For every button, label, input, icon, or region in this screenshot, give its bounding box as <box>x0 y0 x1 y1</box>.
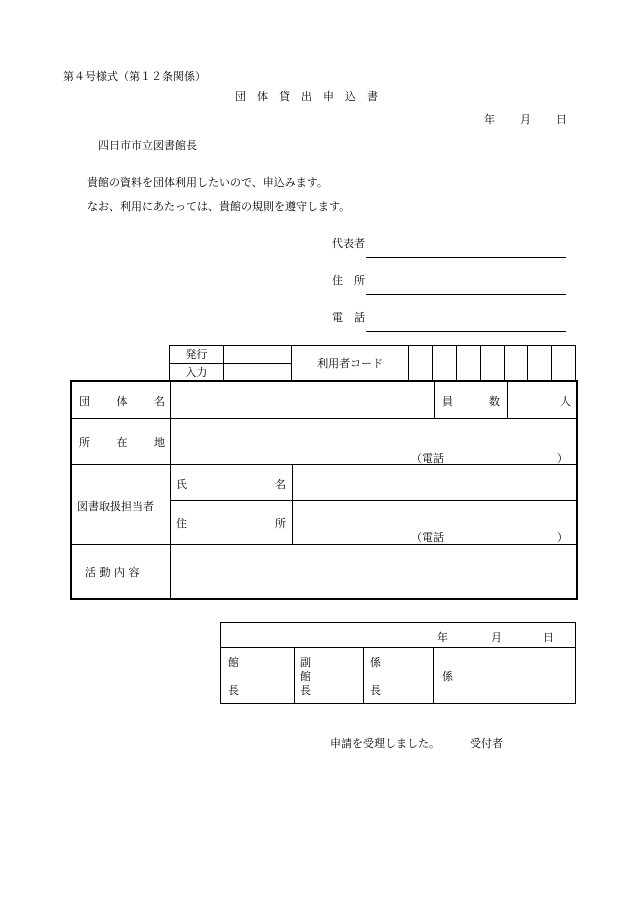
location-phone-open: （電話 <box>411 452 444 465</box>
location-label: 所 在 地 <box>79 436 165 449</box>
office-use-table <box>169 345 576 381</box>
approval-year-label: 年 <box>437 631 448 644</box>
issue-stamp-cell[interactable] <box>223 346 291 364</box>
body-line-2: なお、利用にあたっては、貴館の規則を遵守します。 <box>87 200 351 213</box>
input-label: 入力 <box>170 363 224 381</box>
group-name-field[interactable] <box>172 382 434 418</box>
contact-person-label: 図書取扱担当者 <box>77 500 154 513</box>
body-line-1: 貴館の資料を団体利用したいので、申込みます。 <box>87 176 328 189</box>
deputy-label-top: 副 <box>300 656 311 669</box>
addressee: 四日市市立図書館長 <box>98 139 197 152</box>
chief-label-bottom: 長 <box>370 684 381 697</box>
staff-label: 係 <box>442 670 453 683</box>
location-phone-close: ） <box>557 452 568 465</box>
user-code-digit[interactable] <box>456 346 480 381</box>
deputy-director-stamp-cell[interactable] <box>295 648 363 703</box>
director-stamp-cell[interactable] <box>221 648 294 703</box>
contact-address-label: 住 所 <box>176 517 286 530</box>
representative-label: 代表者 <box>332 237 365 250</box>
members-label: 員 数 <box>442 395 500 408</box>
user-code-label: 利用者コード <box>292 346 409 381</box>
date-month-label: 月 <box>520 113 531 126</box>
address-label: 住 所 <box>332 274 365 287</box>
approval-table <box>220 622 576 704</box>
receiver-label: 受付者 <box>470 737 503 750</box>
user-code-digit[interactable] <box>409 346 433 381</box>
chief-label-top: 係 <box>370 656 381 669</box>
members-field[interactable] <box>508 382 564 418</box>
activity-label: 活 動 内 容 <box>85 566 140 579</box>
phone-field[interactable] <box>366 331 566 332</box>
activity-row <box>72 545 576 598</box>
form-title: 団 体 貸 出 申 込 書 <box>235 90 378 103</box>
chief-stamp-cell[interactable] <box>364 648 433 703</box>
form-number: 第４号様式（第１２条関係） <box>63 70 206 83</box>
name-label: 氏 名 <box>176 478 286 491</box>
issue-label: 発行 <box>170 346 224 364</box>
approval-date-row[interactable] <box>221 623 575 648</box>
phone-label: 電 話 <box>332 311 365 324</box>
deputy-label-bottom: 長 <box>300 684 311 697</box>
address-field[interactable] <box>366 294 566 295</box>
received-text: 申請を受理しました。 <box>330 737 440 750</box>
location-row <box>72 418 576 465</box>
staff-stamp-cell[interactable] <box>434 648 575 703</box>
main-table <box>70 380 578 600</box>
contact-name-field[interactable] <box>294 465 576 499</box>
approval-day-label: 日 <box>543 631 554 644</box>
user-code-digit[interactable] <box>433 346 457 381</box>
director-label-top: 館 <box>228 656 239 669</box>
director-label-bottom: 長 <box>228 684 239 697</box>
user-code-digit[interactable] <box>552 346 576 381</box>
activity-field[interactable] <box>172 545 576 598</box>
date-day-label: 日 <box>556 113 567 126</box>
date-year-label: 年 <box>484 113 495 126</box>
input-stamp-cell[interactable] <box>223 363 291 381</box>
location-field[interactable] <box>172 418 576 464</box>
user-code-digit[interactable] <box>504 346 528 381</box>
contact-phone-close: ） <box>557 531 568 544</box>
approval-month-label: 月 <box>491 631 502 644</box>
deputy-label-mid: 館 <box>300 670 311 683</box>
contact-phone-open: （電話 <box>411 531 444 544</box>
representative-field[interactable] <box>366 257 566 258</box>
user-code-digit[interactable] <box>480 346 504 381</box>
group-name-label: 団 体 名 <box>79 395 165 408</box>
contact-person-row <box>72 465 576 545</box>
members-unit: 人 <box>560 395 571 408</box>
user-code-digit[interactable] <box>528 346 552 381</box>
group-name-row <box>72 382 576 419</box>
